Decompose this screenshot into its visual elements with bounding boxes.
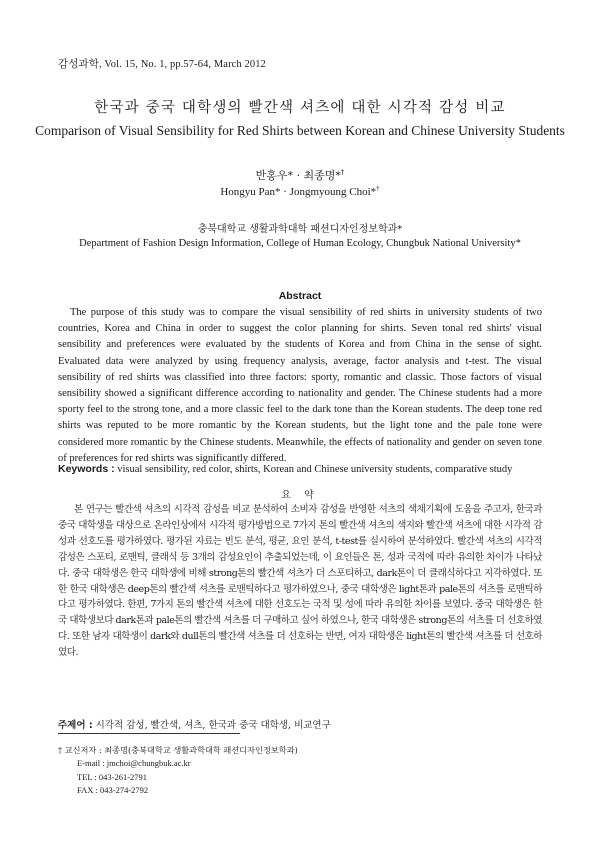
keywords-korean <box>58 717 331 731</box>
footnote-dagger: † <box>58 745 63 755</box>
korean-abstract-body: 본 연구는 빨간색 셔츠의 시각적 감성을 비교 분석하여 소비자 감성을 반영한 셔츠의 색채기획에 도움을 주고자, 한국과 중국 대학생을 대상으로 온라인상에서 시각적 평가방법으로 7가지 톤의 빨간색 셔츠의 색지와 빨간색 셔츠에 대한 시각적 감성과 선호도를 평가하였다. 평가된 자료는 빈도 분석, 평균, 요인 분석, t-test를 실시하여 분석하였다. 빨간색 셔츠의 시각적 감성은 스포티, 로맨틱, 클래식 등 3개의 감성요인이 추출되었는데, 이 요인들은 톤, 성과 국적에 따라 유의한 차이가 나타났다. 중국 대학생은 한국 대학생에 비해 strong톤의 빨간색 셔츠가 더 스포티하고, dark톤이 더 클래식하다고 지각하였다. 또한 한국 대학생은 deep톤의 빨간색 셔츠를 로맨틱하다고 평가하였으나, 중국 대학생은 light톤과 pale톤의 셔츠를 로맨틱하다고 평가하였다. 한편, 7가지 톤의 빨간색 셔츠에 대한 선호도는 국적 및 성에 따라 유의한 차이를 보였다. 중국 대학생은 한국 대학생보다 dark톤과 pale톤의 빨간색 셔츠를 더 구매하고 싶어 하였으나, 한국 대학생은 strong톤의 셔츠를 더 선호하였다. 또한 남자 대학생이 dark와 dull톤의 빨간색 셔츠를 더 선호하는 반면, 여자 대학생은 light톤의 빨간색 셔츠를 더 선호하였다. <box>58 504 542 659</box>
authors-korean <box>0 167 600 183</box>
authors-english-names: Hongyu Pan* · Jongmyoung Choi* <box>220 186 377 198</box>
keywords-list: visual sensibility, red color, shirts, Korean and Chinese university students, comparative study <box>114 464 513 475</box>
affiliation-english: Department of Fashion Design Information, College of Human Ecology, Chungbuk National University* <box>79 238 521 249</box>
korean-keywords-list: 시각적 감성, 빨간색, 셔츠, 한국과 중국 대학생, 비교연구 <box>92 720 331 731</box>
keywords-english <box>58 463 548 475</box>
korean-abstract-heading: 요 약 <box>281 490 319 501</box>
journal-citation: 감성과학, Vol. 15, No. 1, pp.57-64, March 2012 <box>58 59 266 70</box>
abstract-body: The purpose of this study was to compare the visual sensibility of red shirts in university students of two countries, Korea and China in order to suggest the color planning for shirts. Seven tonal red shirts' visual sensibility and preferences were evaluated by the students of Korea and from China in the sense of sight. Evaluated data were analyzed by using frequency analysis, average, factor analysis and t-test. The visual sensibility of red shirts was classified into three factors: sporty, romantic and classic. Those factors of visual sensibility showed a significant difference according to nationality and gender. The Chinese students had a more sporty feel to the strong tone, and a more classic feel to the dark tone than the Korean students. The deep tone red shirts was reputed to be more romantic by the Korean students, but the light tone and the pale tone were considered more romantic by the Chinese students. Meanwhile, the effects of nationality and gender on seven tone of preferences for red shirts was significantly differed. <box>58 307 542 464</box>
title-korean: 한국과 중국 대학생의 빨간색 셔츠에 대한 시각적 감성 비교 <box>94 100 506 116</box>
corresponding-dagger: † <box>340 168 345 177</box>
footnote-divider <box>58 733 240 734</box>
authors-korean-names: 반홍우* · 최종명* <box>255 169 341 182</box>
corresponding-dagger: † <box>376 184 380 193</box>
footnote-fax: FAX : 043-274-2792 <box>77 785 149 796</box>
footnote-author-text: 교신저자 : 최종명(충북대학교 생활과학대학 패션디자인정보학과) <box>62 745 298 755</box>
footnote-email: E-mail : jmchoi@chungbuk.ac.kr <box>77 758 191 769</box>
authors-english <box>0 186 600 198</box>
affiliation-korean: 충북대학교 생활과학대학 패션디자인정보학과* <box>197 224 403 235</box>
abstract-heading: Abstract <box>278 290 322 302</box>
footnote-block <box>58 744 298 798</box>
korean-keywords-label: 주제어 : <box>58 720 93 731</box>
title-english: Comparison of Visual Sensibility for Red Shirts between Korean and Chinese University Students <box>35 123 565 138</box>
keywords-label: Keywords : <box>58 463 115 475</box>
footnote-tel: TEL : 043-261-2791 <box>77 771 148 782</box>
footnote-corresponding-author <box>58 744 298 757</box>
